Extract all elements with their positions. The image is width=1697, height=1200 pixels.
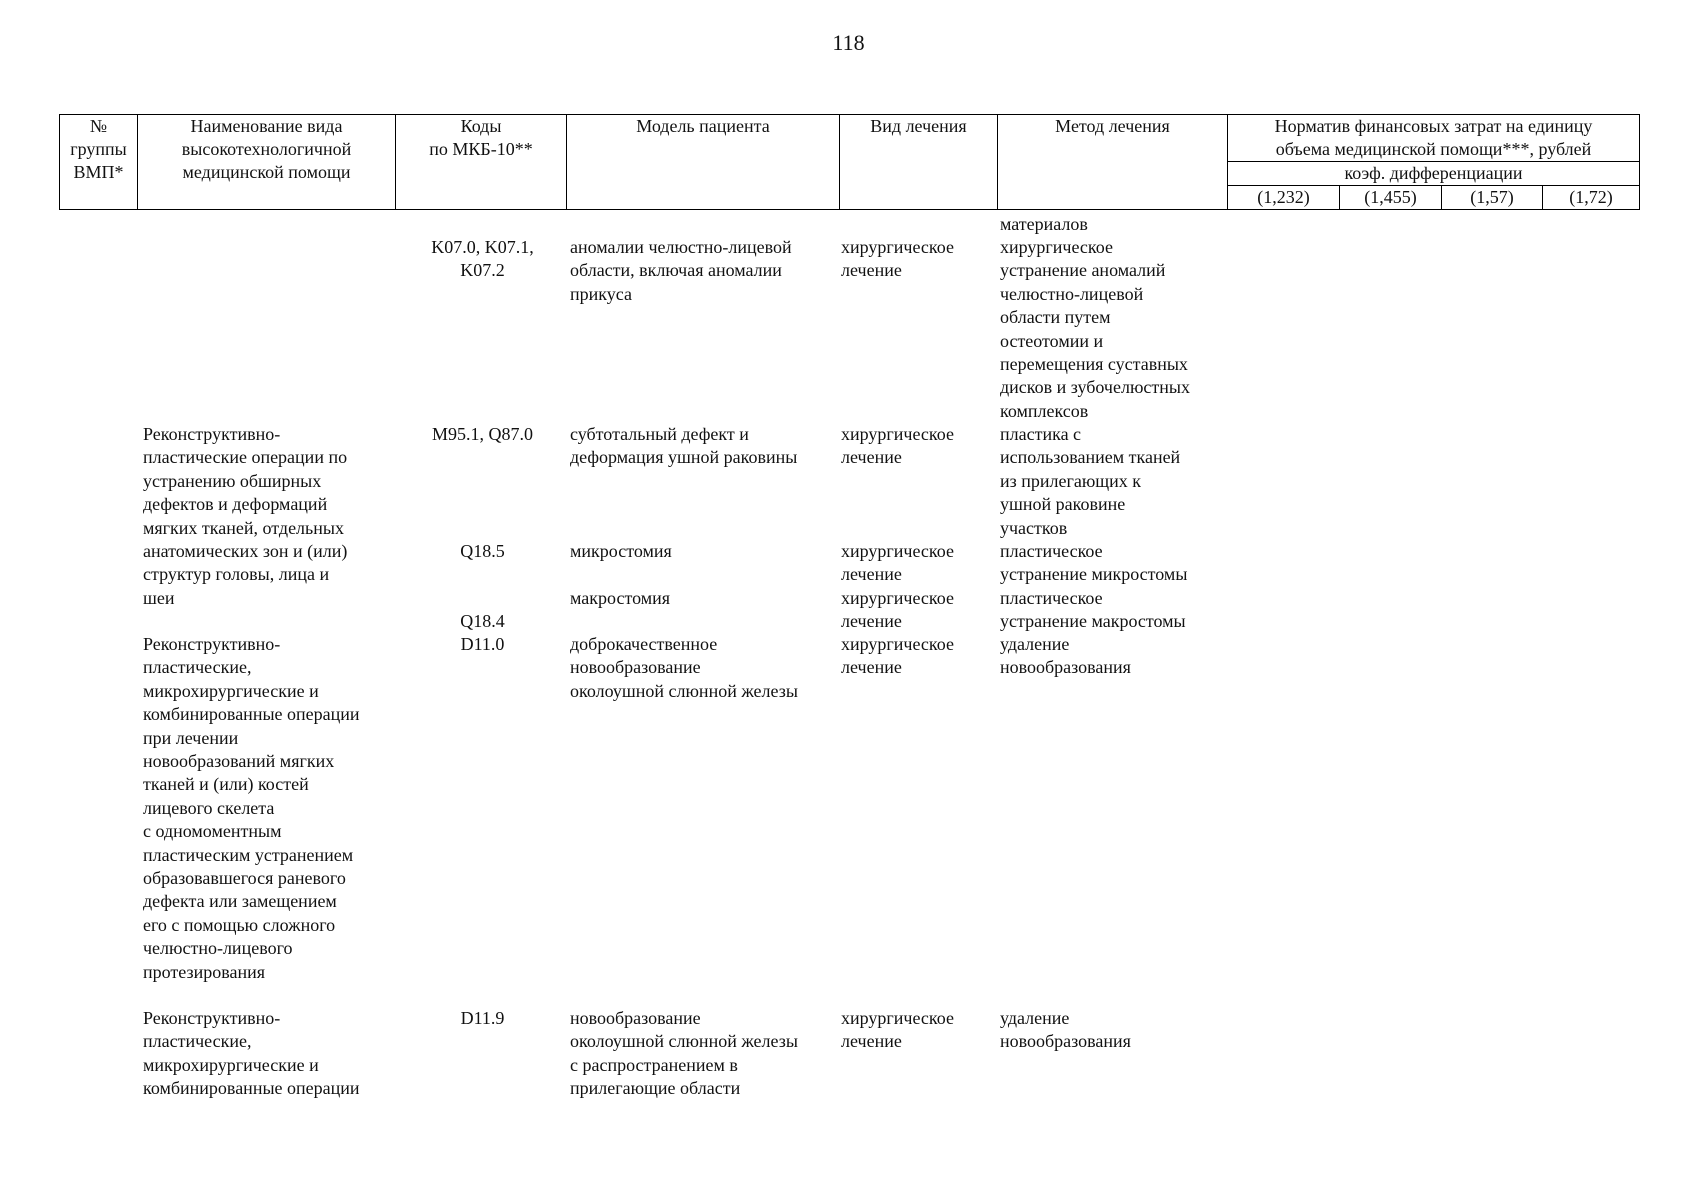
method-row2: пластика с использованием тканей из прилегающих к ушной раковине участков — [1000, 424, 1181, 538]
vmp-name-1: Реконструктивно- пластические операции по устранению обширных дефектов и деформаций мягких тканей, отдельных анатомических зон и (или) структур головы, лица и шеи — [143, 424, 348, 608]
kind-row1: хирургическое лечение — [841, 237, 954, 281]
coef-3: (1,57) — [1442, 186, 1543, 210]
vmp-name-3: Реконструктивно- пластические, микрохирургические и комбинированные операции — [143, 1008, 360, 1099]
header-group-no: № группы ВМП* — [60, 115, 138, 210]
codes-row3: Q18.5 — [460, 541, 505, 561]
coef-1: (1,232) — [1228, 186, 1340, 210]
method-row3: пластическое устранение микростомы — [1000, 541, 1188, 585]
header-name: Наименование вида высокотехнологичной медицинской помощи — [138, 115, 396, 210]
codes-row1: K07.0, K07.1, K07.2 — [431, 237, 534, 281]
header-method: Метод лечения — [998, 115, 1228, 210]
kind-row6: хирургическое лечение — [841, 1008, 954, 1052]
method-continuation: материалов — [1000, 214, 1088, 234]
header-codes: Коды по МКБ-10** — [396, 115, 567, 210]
kind-row2: хирургическое лечение — [841, 424, 954, 468]
method-row5: удаление новообразования — [1000, 634, 1131, 678]
codes-row6: D11.9 — [460, 1008, 505, 1028]
model-row5: доброкачественное новообразование околоушной слюнной железы — [570, 634, 798, 701]
table-header — [59, 114, 1640, 210]
model-row6: новообразование околоушной слюнной железы с распространением в прилегающие области — [570, 1008, 798, 1099]
header-model: Модель пациента — [567, 115, 840, 210]
codes-row2: M95.1, Q87.0 — [431, 424, 533, 444]
page-number: 118 — [832, 30, 865, 55]
model-row3: микростомия — [570, 541, 672, 561]
coef-2: (1,455) — [1340, 186, 1442, 210]
vmp-name-2: Реконструктивно- пластические, микрохирургические и комбинированные операции при лечении новообразований мягких тканей и (или) костей лицевого скелета с одномоментным пластическим устранением образовавшегося раневого дефекта или замещением его с помощью сложного челюстно-лицевого протезирования — [143, 634, 360, 982]
model-row4: макростомия — [570, 588, 671, 608]
coef-4: (1,72) — [1543, 186, 1640, 210]
method-row4: пластическое устранение макростомы — [1000, 588, 1186, 632]
header-norm: Норматив финансовых затрат на единицу объема медицинской помощи***, рублей — [1228, 115, 1640, 162]
model-row2: субтотальный дефект и деформация ушной раковины — [570, 424, 798, 468]
codes-row5: D11.0 — [460, 634, 505, 654]
kind-row5: хирургическое лечение — [841, 634, 954, 678]
method-row1: хирургическое устранение аномалий челюстно-лицевой области путем остеотомии и перемещения суставных дисков и зубочелюстных комплексов — [1000, 237, 1190, 421]
header-coef-label: коэф. дифференциации — [1228, 162, 1640, 186]
model-row1: аномалии челюстно-лицевой области, включая аномалии прикуса — [570, 237, 792, 304]
kind-row3: хирургическое лечение — [841, 541, 954, 585]
method-row6: удаление новообразования — [1000, 1008, 1131, 1052]
codes-row4: Q18.4 — [460, 611, 505, 631]
header-kind: Вид лечения — [840, 115, 998, 210]
kind-row4: хирургическое лечение — [841, 588, 954, 632]
